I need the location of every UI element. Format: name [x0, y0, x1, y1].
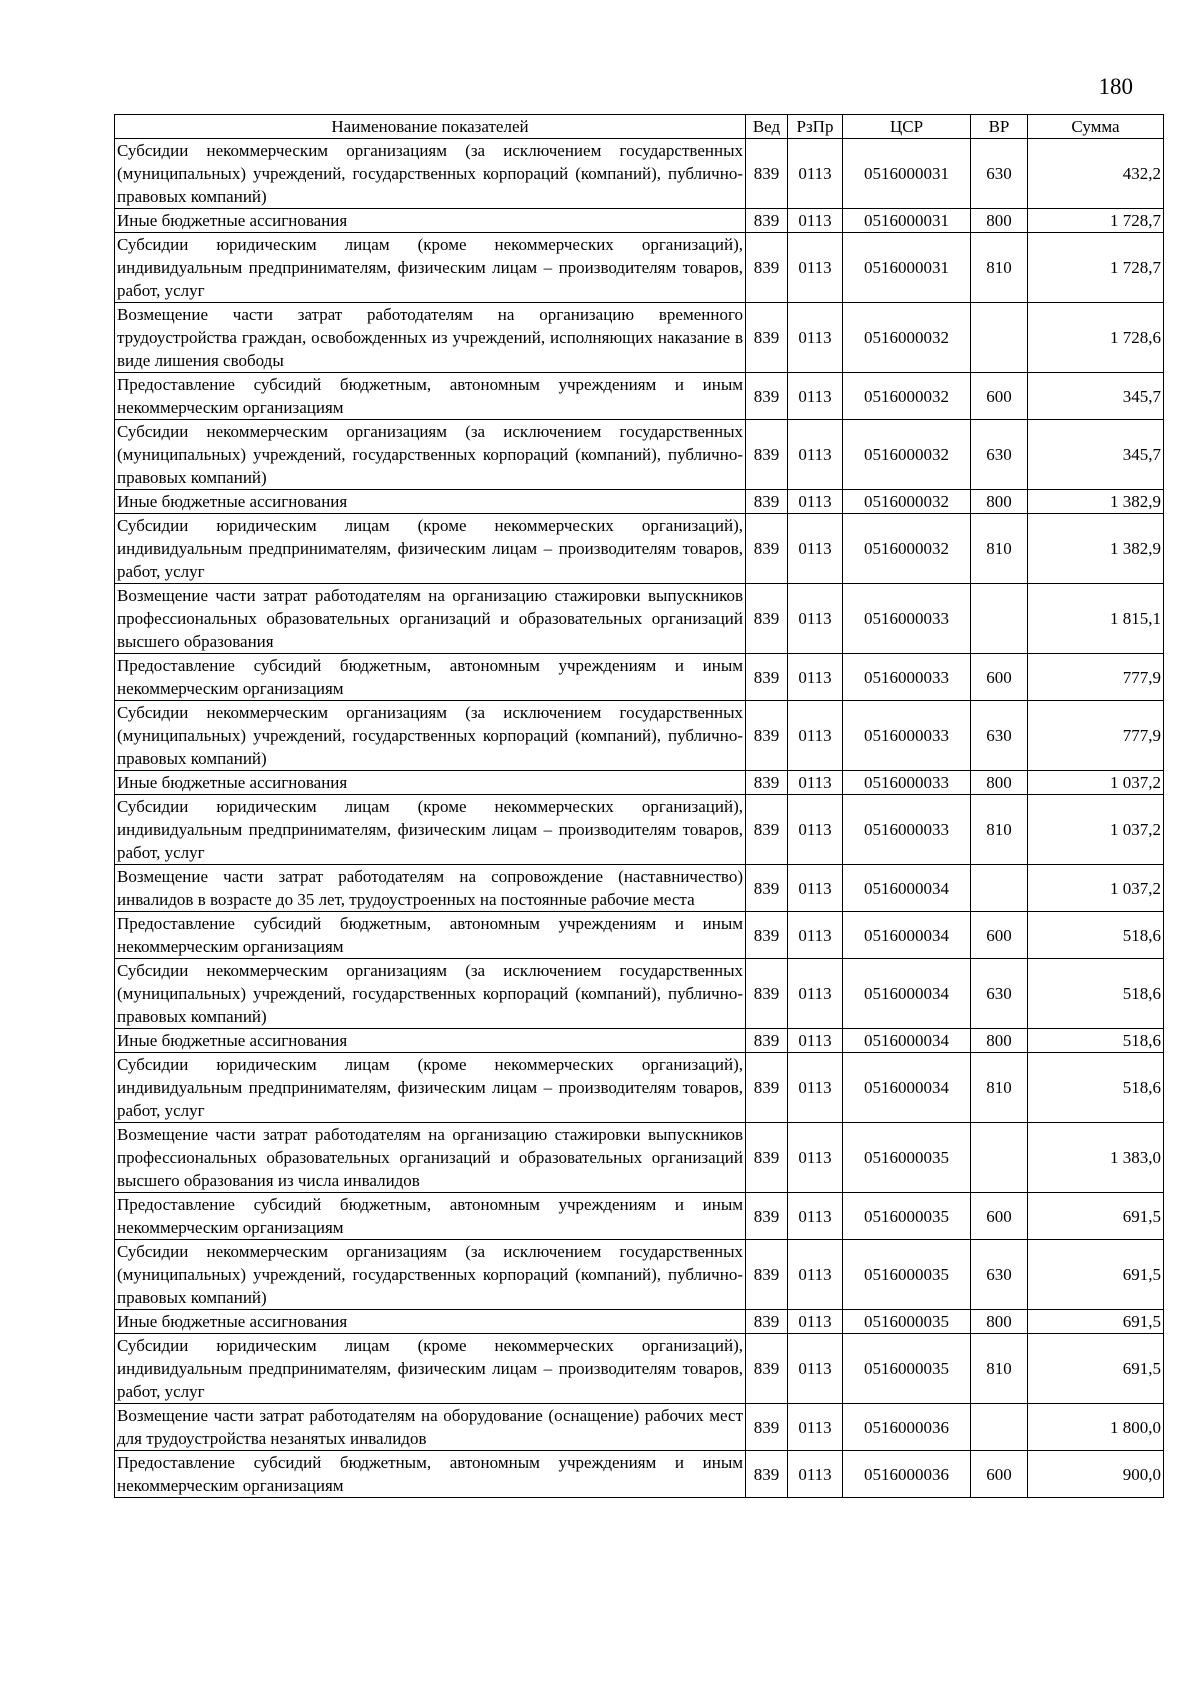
cell-name: Предоставление субсидий бюджетным, автономным учреждениям и иным некоммерческим организациям — [115, 912, 746, 959]
cell-vr: 630 — [971, 959, 1028, 1029]
cell-rzpr: 0113 — [788, 959, 843, 1029]
cell-vr: 800 — [971, 771, 1028, 795]
cell-name: Возмещение части затрат работодателям на организацию стажировки выпускников профессиональных образовательных организаций и образовательных организаций высшего образования из числа инвалидов — [115, 1123, 746, 1193]
column-header-name: Наименование показателей — [115, 115, 746, 139]
cell-csr: 0516000031 — [843, 233, 971, 303]
table-row — [115, 1240, 1164, 1310]
cell-vr: 630 — [971, 139, 1028, 209]
cell-sum: 691,5 — [1028, 1193, 1164, 1240]
cell-vr: 810 — [971, 514, 1028, 584]
cell-rzpr: 0113 — [788, 303, 843, 373]
cell-sum: 691,5 — [1028, 1334, 1164, 1404]
table-row — [115, 303, 1164, 373]
cell-name: Иные бюджетные ассигнования — [115, 1310, 746, 1334]
cell-name: Возмещение части затрат работодателям на организацию стажировки выпускников профессиональных образовательных организаций и образовательных организаций высшего образования — [115, 584, 746, 654]
cell-ved: 839 — [746, 1334, 788, 1404]
cell-sum: 345,7 — [1028, 420, 1164, 490]
cell-vr — [971, 865, 1028, 912]
cell-ved: 839 — [746, 490, 788, 514]
cell-sum: 900,0 — [1028, 1451, 1164, 1498]
cell-name: Субсидии юридическим лицам (кроме некоммерческих организаций), индивидуальным предпринимателям, физическим лицам – производителям товаров, работ, услуг — [115, 233, 746, 303]
cell-csr: 0516000035 — [843, 1240, 971, 1310]
cell-vr: 600 — [971, 654, 1028, 701]
cell-name: Иные бюджетные ассигнования — [115, 490, 746, 514]
cell-ved: 839 — [746, 420, 788, 490]
cell-ved: 839 — [746, 654, 788, 701]
cell-name: Предоставление субсидий бюджетным, автономным учреждениям и иным некоммерческим организациям — [115, 1451, 746, 1498]
cell-rzpr: 0113 — [788, 1240, 843, 1310]
cell-name: Предоставление субсидий бюджетным, автономным учреждениям и иным некоммерческим организациям — [115, 373, 746, 420]
cell-csr: 0516000032 — [843, 514, 971, 584]
table-header-row — [115, 115, 1164, 139]
column-header-sum: Сумма — [1028, 115, 1164, 139]
column-header-rzpr: РзПр — [788, 115, 843, 139]
table-row — [115, 1451, 1164, 1498]
cell-rzpr: 0113 — [788, 1123, 843, 1193]
cell-rzpr: 0113 — [788, 233, 843, 303]
cell-vr: 630 — [971, 420, 1028, 490]
cell-rzpr: 0113 — [788, 865, 843, 912]
cell-name: Субсидии юридическим лицам (кроме некоммерческих организаций), индивидуальным предпринимателям, физическим лицам – производителям товаров, работ, услуг — [115, 514, 746, 584]
table-row — [115, 795, 1164, 865]
table-row — [115, 654, 1164, 701]
cell-ved: 839 — [746, 373, 788, 420]
cell-ved: 839 — [746, 959, 788, 1029]
cell-sum: 1 728,7 — [1028, 209, 1164, 233]
cell-rzpr: 0113 — [788, 373, 843, 420]
cell-ved: 839 — [746, 303, 788, 373]
table-row — [115, 1310, 1164, 1334]
cell-csr: 0516000034 — [843, 1053, 971, 1123]
cell-csr: 0516000035 — [843, 1193, 971, 1240]
cell-ved: 839 — [746, 795, 788, 865]
cell-vr: 810 — [971, 795, 1028, 865]
cell-vr — [971, 1404, 1028, 1451]
cell-sum: 518,6 — [1028, 1053, 1164, 1123]
cell-ved: 839 — [746, 1123, 788, 1193]
table-row — [115, 771, 1164, 795]
cell-ved: 839 — [746, 701, 788, 771]
cell-rzpr: 0113 — [788, 1029, 843, 1053]
cell-csr: 0516000035 — [843, 1310, 971, 1334]
column-header-csr: ЦСР — [843, 115, 971, 139]
table-row — [115, 139, 1164, 209]
cell-sum: 1 382,9 — [1028, 514, 1164, 584]
table-row — [115, 233, 1164, 303]
cell-sum: 1 037,2 — [1028, 865, 1164, 912]
cell-ved: 839 — [746, 1310, 788, 1334]
cell-ved: 839 — [746, 514, 788, 584]
cell-sum: 1 800,0 — [1028, 1404, 1164, 1451]
table-row — [115, 490, 1164, 514]
cell-csr: 0516000033 — [843, 654, 971, 701]
table-row — [115, 373, 1164, 420]
cell-csr: 0516000035 — [843, 1123, 971, 1193]
cell-name: Предоставление субсидий бюджетным, автономным учреждениям и иным некоммерческим организациям — [115, 654, 746, 701]
cell-rzpr: 0113 — [788, 654, 843, 701]
cell-sum: 432,2 — [1028, 139, 1164, 209]
budget-table — [114, 114, 1164, 1498]
cell-vr: 800 — [971, 1029, 1028, 1053]
cell-sum: 1 383,0 — [1028, 1123, 1164, 1193]
table-row — [115, 865, 1164, 912]
cell-name: Субсидии юридическим лицам (кроме некоммерческих организаций), индивидуальным предпринимателям, физическим лицам – производителям товаров, работ, услуг — [115, 1334, 746, 1404]
cell-vr: 800 — [971, 490, 1028, 514]
cell-vr — [971, 584, 1028, 654]
cell-ved: 839 — [746, 1404, 788, 1451]
cell-vr: 630 — [971, 701, 1028, 771]
cell-vr: 800 — [971, 1310, 1028, 1334]
cell-name: Возмещение части затрат работодателям на сопровождение (наставничество) инвалидов в возрасте до 35 лет, трудоустроенных на постоянные рабочие места — [115, 865, 746, 912]
cell-vr — [971, 1123, 1028, 1193]
cell-rzpr: 0113 — [788, 1334, 843, 1404]
cell-vr: 810 — [971, 1053, 1028, 1123]
cell-name: Субсидии некоммерческим организациям (за исключением государственных (муниципальных) учреждений, государственных корпораций (компаний), публично-правовых компаний) — [115, 959, 746, 1029]
cell-rzpr: 0113 — [788, 514, 843, 584]
cell-csr: 0516000035 — [843, 1334, 971, 1404]
table-row — [115, 701, 1164, 771]
cell-csr: 0516000031 — [843, 139, 971, 209]
table-row — [115, 1334, 1164, 1404]
table-row — [115, 1123, 1164, 1193]
cell-rzpr: 0113 — [788, 209, 843, 233]
cell-csr: 0516000034 — [843, 959, 971, 1029]
cell-ved: 839 — [746, 139, 788, 209]
cell-csr: 0516000036 — [843, 1451, 971, 1498]
cell-rzpr: 0113 — [788, 771, 843, 795]
cell-rzpr: 0113 — [788, 420, 843, 490]
cell-rzpr: 0113 — [788, 584, 843, 654]
cell-ved: 839 — [746, 1451, 788, 1498]
cell-ved: 839 — [746, 1240, 788, 1310]
table-body — [115, 139, 1164, 1498]
cell-rzpr: 0113 — [788, 912, 843, 959]
cell-sum: 777,9 — [1028, 701, 1164, 771]
cell-rzpr: 0113 — [788, 490, 843, 514]
cell-vr: 600 — [971, 373, 1028, 420]
column-header-ved: Вед — [746, 115, 788, 139]
cell-csr: 0516000033 — [843, 584, 971, 654]
cell-vr: 600 — [971, 912, 1028, 959]
cell-ved: 839 — [746, 1053, 788, 1123]
cell-sum: 518,6 — [1028, 1029, 1164, 1053]
cell-sum: 691,5 — [1028, 1240, 1164, 1310]
cell-ved: 839 — [746, 584, 788, 654]
cell-csr: 0516000033 — [843, 701, 971, 771]
cell-name: Субсидии некоммерческим организациям (за исключением государственных (муниципальных) учреждений, государственных корпораций (компаний), публично-правовых компаний) — [115, 139, 746, 209]
cell-csr: 0516000032 — [843, 490, 971, 514]
table-row — [115, 209, 1164, 233]
cell-ved: 839 — [746, 209, 788, 233]
cell-rzpr: 0113 — [788, 795, 843, 865]
page-number: 180 — [1098, 74, 1133, 99]
cell-name: Субсидии некоммерческим организациям (за исключением государственных (муниципальных) учреждений, государственных корпораций (компаний), публично-правовых компаний) — [115, 420, 746, 490]
cell-sum: 1 815,1 — [1028, 584, 1164, 654]
cell-csr: 0516000034 — [843, 912, 971, 959]
table-row — [115, 584, 1164, 654]
cell-csr: 0516000032 — [843, 373, 971, 420]
cell-sum: 518,6 — [1028, 959, 1164, 1029]
cell-ved: 839 — [746, 912, 788, 959]
cell-sum: 691,5 — [1028, 1310, 1164, 1334]
cell-csr: 0516000034 — [843, 865, 971, 912]
cell-csr: 0516000034 — [843, 1029, 971, 1053]
cell-name: Возмещение части затрат работодателям на оборудование (оснащение) рабочих мест для трудоустройства незанятых инвалидов — [115, 1404, 746, 1451]
table-row — [115, 514, 1164, 584]
cell-sum: 1 728,7 — [1028, 233, 1164, 303]
cell-ved: 839 — [746, 233, 788, 303]
cell-csr: 0516000033 — [843, 795, 971, 865]
cell-vr: 800 — [971, 209, 1028, 233]
cell-vr: 630 — [971, 1240, 1028, 1310]
cell-vr: 600 — [971, 1451, 1028, 1498]
table-row — [115, 912, 1164, 959]
cell-vr: 810 — [971, 233, 1028, 303]
cell-name: Иные бюджетные ассигнования — [115, 1029, 746, 1053]
cell-csr: 0516000031 — [843, 209, 971, 233]
cell-sum: 777,9 — [1028, 654, 1164, 701]
cell-sum: 1 382,9 — [1028, 490, 1164, 514]
cell-rzpr: 0113 — [788, 1053, 843, 1123]
cell-rzpr: 0113 — [788, 1310, 843, 1334]
table-row — [115, 959, 1164, 1029]
cell-name: Субсидии юридическим лицам (кроме некоммерческих организаций), индивидуальным предпринимателям, физическим лицам – производителям товаров, работ, услуг — [115, 1053, 746, 1123]
cell-csr: 0516000032 — [843, 303, 971, 373]
cell-name: Предоставление субсидий бюджетным, автономным учреждениям и иным некоммерческим организациям — [115, 1193, 746, 1240]
cell-csr: 0516000036 — [843, 1404, 971, 1451]
cell-name: Субсидии юридическим лицам (кроме некоммерческих организаций), индивидуальным предпринимателям, физическим лицам – производителям товаров, работ, услуг — [115, 795, 746, 865]
table-row — [115, 1053, 1164, 1123]
cell-rzpr: 0113 — [788, 701, 843, 771]
cell-rzpr: 0113 — [788, 139, 843, 209]
cell-vr: 600 — [971, 1193, 1028, 1240]
cell-rzpr: 0113 — [788, 1451, 843, 1498]
column-header-vr: ВР — [971, 115, 1028, 139]
cell-ved: 839 — [746, 1193, 788, 1240]
cell-name: Иные бюджетные ассигнования — [115, 771, 746, 795]
table-row — [115, 1404, 1164, 1451]
cell-sum: 345,7 — [1028, 373, 1164, 420]
cell-sum: 1 037,2 — [1028, 771, 1164, 795]
cell-ved: 839 — [746, 1029, 788, 1053]
cell-name: Субсидии некоммерческим организациям (за исключением государственных (муниципальных) учреждений, государственных корпораций (компаний), публично-правовых компаний) — [115, 701, 746, 771]
cell-name: Субсидии некоммерческим организациям (за исключением государственных (муниципальных) учреждений, государственных корпораций (компаний), публично-правовых компаний) — [115, 1240, 746, 1310]
cell-rzpr: 0113 — [788, 1193, 843, 1240]
cell-vr — [971, 303, 1028, 373]
cell-name: Возмещение части затрат работодателям на организацию временного трудоустройства граждан, освобожденных из учреждений, исполняющих наказание в виде лишения свободы — [115, 303, 746, 373]
cell-sum: 518,6 — [1028, 912, 1164, 959]
cell-csr: 0516000032 — [843, 420, 971, 490]
table-row — [115, 1193, 1164, 1240]
cell-vr: 810 — [971, 1334, 1028, 1404]
cell-name: Иные бюджетные ассигнования — [115, 209, 746, 233]
cell-csr: 0516000033 — [843, 771, 971, 795]
cell-rzpr: 0113 — [788, 1404, 843, 1451]
table-row — [115, 420, 1164, 490]
cell-sum: 1 037,2 — [1028, 795, 1164, 865]
table-row — [115, 1029, 1164, 1053]
cell-sum: 1 728,6 — [1028, 303, 1164, 373]
cell-ved: 839 — [746, 865, 788, 912]
cell-ved: 839 — [746, 771, 788, 795]
